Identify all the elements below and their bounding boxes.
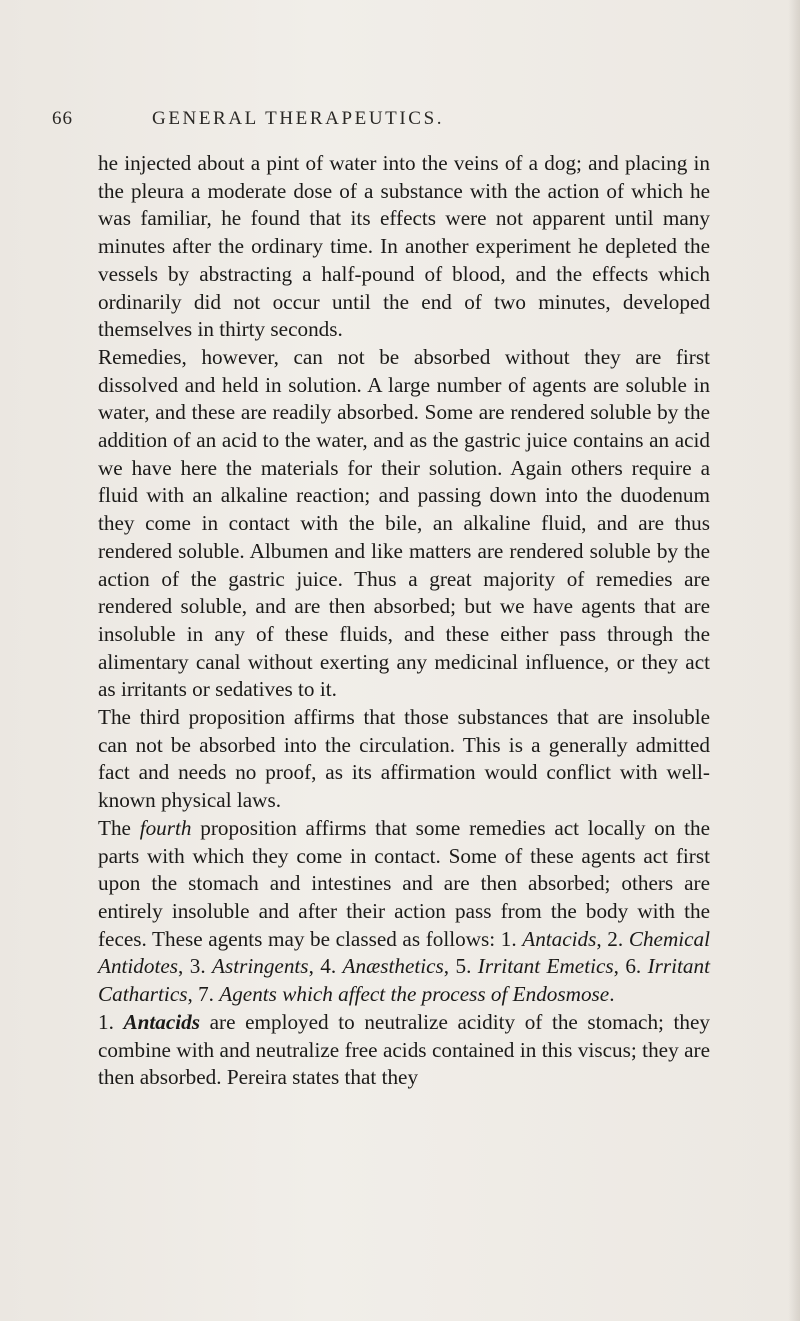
class-irritant-cathartics: Irritant Cathartics [98, 954, 711, 1007]
page-edge-shadow [788, 0, 800, 1321]
class-antacids: Antacids [522, 926, 597, 951]
p4-sep-2: , 3. [178, 954, 213, 979]
paragraph-antacids [98, 1009, 710, 1092]
class-astringents: Astringents [212, 954, 309, 979]
page-header [0, 108, 800, 138]
p4-text-a: The [98, 815, 140, 840]
paragraph-remedies-solution: Remedies, however, can not be absorbed without they are first dissolved and held in solution. A large number of agents are soluble in water, and these are readily absorbed. Some are rendered soluble by the addition of an acid to the water, and as the gastric juice contains an acid we have here the materials for their solution. Again others require a fluid with an alkaline reaction; and passing down into the duodenum they come in contact with the bile, an alkaline fluid, and are thus rendered soluble. Albumen and like matters are rendered soluble by the action of the gastric juice. Thus a great majority of remedies are rendered soluble, and are then absorbed; but we have agents that are insoluble in any of these fluids, and these either pass through the alimentary canal without exerting any medicinal influence, or they act as irritants or sedatives to it. [98, 344, 710, 702]
p5-number: 1. [98, 1009, 124, 1034]
p4-sep-3: , 4. [308, 954, 343, 979]
p4-fourth-italic: fourth [139, 815, 192, 840]
running-head: GENERAL THERAPEUTICS. [152, 108, 445, 129]
p4-sep-5: , 6. [613, 954, 648, 979]
class-endosmose-agents: Agents which affect the process of Endosmose [219, 982, 610, 1007]
class-irritant-emetics: Irritant Emetics [477, 954, 614, 979]
paragraph-fourth-proposition [98, 815, 710, 1009]
p4-text-b: proposition affirms that some remedies act locally on the parts with which they come in contact. Some of these agents act first upon the stomach and intestines and are then absorbed; others are entirely insoluble and after their action pass from the body with the feces. These agents may be classed as follows: 1. [98, 815, 710, 951]
class-chemical-antidotes: Chemical Antidotes [98, 926, 711, 979]
p4-sep-4: , 5. [443, 954, 478, 979]
page-number: 66 [52, 108, 73, 129]
class-anaesthetics: Anæsthetics [342, 954, 444, 979]
paragraph-continuation: he injected about a pint of water into the veins of a dog; and placing in the pleura a moderate dose of a substance with the action of which he was familiar, he found that its effects were not apparent until many minutes after the ordinary time. In another experiment he depleted the vessels by abstracting a half-pound of blood, and the effects which ordinarily did not occur until the end of two minutes, developed themselves in thirty seconds. [98, 151, 710, 342]
paragraph-third-proposition: The third proposition affirms that those substances that are insoluble can not be absorbed into the circulation. This is a generally admitted fact and needs no proof, as its affirmation would conflict with well-known physical laws. [98, 705, 710, 813]
p5-rest: are employed to neutralize acidity of the stomach; they combine with and neutralize free acids contained in this viscus; they are then absorbed. Pereira states that they [98, 1009, 711, 1090]
p5-term-antacids: Antacids [123, 1009, 201, 1034]
p4-sep-1: , 2. [596, 926, 629, 951]
body-text [98, 150, 710, 1092]
p4-sep-6: , 7. [187, 982, 220, 1007]
p4-end: . [609, 982, 615, 1007]
